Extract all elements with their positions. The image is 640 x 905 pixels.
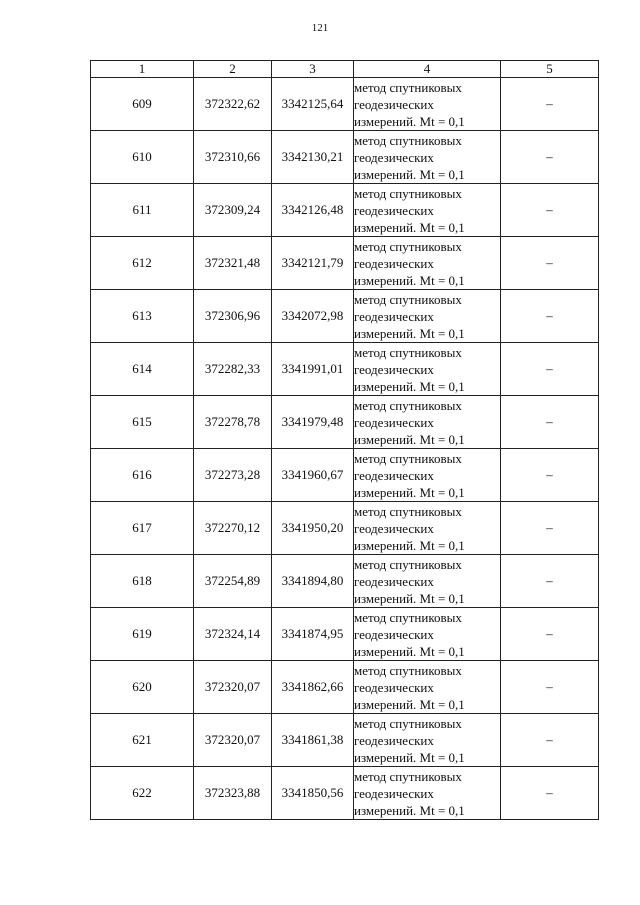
method-cell: [354, 767, 501, 820]
table-body: [91, 78, 599, 820]
y-coordinate-cell: 3342072,98: [272, 290, 354, 343]
method-line: измерений. Mt = 0,1: [354, 325, 465, 341]
x-coordinate-cell: 372278,78: [194, 396, 272, 449]
method-line: метод спутниковых: [354, 662, 462, 678]
y-coordinate-cell: 3341861,38: [272, 714, 354, 767]
point-number-cell: 613: [91, 290, 194, 343]
y-coordinate-cell: 3341850,56: [272, 767, 354, 820]
note-cell: –: [501, 555, 599, 608]
point-number-cell: 609: [91, 78, 194, 131]
x-coordinate-cell: 372323,88: [194, 767, 272, 820]
method-line: геодезических: [354, 785, 434, 801]
table-row: [91, 661, 599, 714]
y-coordinate-cell: 3341979,48: [272, 396, 354, 449]
table-row: [91, 555, 599, 608]
x-coordinate-cell: 372273,28: [194, 449, 272, 502]
method-cell: [354, 608, 501, 661]
method-line: геодезических: [354, 308, 434, 324]
point-number-cell: 621: [91, 714, 194, 767]
table-row: [91, 184, 599, 237]
table-row: [91, 767, 599, 820]
method-cell: [354, 714, 501, 767]
method-line: измерений. Mt = 0,1: [354, 590, 465, 606]
method-line: геодезических: [354, 626, 434, 642]
method-line: измерений. Mt = 0,1: [354, 166, 465, 182]
note-cell: –: [501, 343, 599, 396]
column-header: 2: [194, 61, 272, 78]
note-cell: –: [501, 502, 599, 555]
point-number-cell: 622: [91, 767, 194, 820]
method-cell: [354, 131, 501, 184]
method-line: измерений. Mt = 0,1: [354, 378, 465, 394]
table-header-row: [91, 61, 599, 78]
table-row: [91, 290, 599, 343]
method-line: измерений. Mt = 0,1: [354, 802, 465, 818]
method-line: измерений. Mt = 0,1: [354, 272, 465, 288]
point-number-cell: 618: [91, 555, 194, 608]
point-number-cell: 617: [91, 502, 194, 555]
x-coordinate-cell: 372324,14: [194, 608, 272, 661]
page-number: 121: [311, 22, 329, 34]
point-number-cell: 611: [91, 184, 194, 237]
x-coordinate-cell: 372322,62: [194, 78, 272, 131]
method-line: геодезических: [354, 361, 434, 377]
note-cell: –: [501, 449, 599, 502]
method-cell: [354, 343, 501, 396]
point-number-cell: 612: [91, 237, 194, 290]
y-coordinate-cell: 3341991,01: [272, 343, 354, 396]
y-coordinate-cell: 3342125,64: [272, 78, 354, 131]
method-line: измерений. Mt = 0,1: [354, 643, 465, 659]
point-number-cell: 619: [91, 608, 194, 661]
method-line: метод спутниковых: [354, 503, 462, 519]
note-cell: –: [501, 237, 599, 290]
table-row: [91, 343, 599, 396]
method-line: метод спутниковых: [354, 768, 462, 784]
method-cell: [354, 502, 501, 555]
x-coordinate-cell: 372254,89: [194, 555, 272, 608]
y-coordinate-cell: 3341960,67: [272, 449, 354, 502]
method-line: измерений. Mt = 0,1: [354, 431, 465, 447]
x-coordinate-cell: 372306,96: [194, 290, 272, 343]
note-cell: –: [501, 714, 599, 767]
x-coordinate-cell: 372309,24: [194, 184, 272, 237]
method-line: метод спутниковых: [354, 344, 462, 360]
method-line: геодезических: [354, 573, 434, 589]
column-header: 1: [91, 61, 194, 78]
method-line: метод спутниковых: [354, 556, 462, 572]
method-line: метод спутниковых: [354, 291, 462, 307]
y-coordinate-cell: 3342130,21: [272, 131, 354, 184]
note-cell: –: [501, 184, 599, 237]
note-cell: –: [501, 396, 599, 449]
method-cell: [354, 184, 501, 237]
y-coordinate-cell: 3341894,80: [272, 555, 354, 608]
method-line: метод спутниковых: [354, 132, 462, 148]
method-cell: [354, 661, 501, 714]
table-row: [91, 78, 599, 131]
table-row: [91, 449, 599, 502]
y-coordinate-cell: 3342126,48: [272, 184, 354, 237]
method-line: геодезических: [354, 679, 434, 695]
note-cell: –: [501, 78, 599, 131]
method-line: геодезических: [354, 732, 434, 748]
y-coordinate-cell: 3341950,20: [272, 502, 354, 555]
method-line: измерений. Mt = 0,1: [354, 749, 465, 765]
method-line: метод спутниковых: [354, 397, 462, 413]
table-row: [91, 396, 599, 449]
method-line: метод спутниковых: [354, 185, 462, 201]
point-number-cell: 620: [91, 661, 194, 714]
coordinates-table: [90, 60, 599, 820]
method-cell: [354, 290, 501, 343]
column-header: 5: [501, 61, 599, 78]
y-coordinate-cell: 3341862,66: [272, 661, 354, 714]
method-cell: [354, 555, 501, 608]
note-cell: –: [501, 661, 599, 714]
method-line: геодезических: [354, 96, 434, 112]
method-line: геодезических: [354, 414, 434, 430]
method-cell: [354, 237, 501, 290]
method-line: измерений. Mt = 0,1: [354, 537, 465, 553]
method-line: геодезических: [354, 255, 434, 271]
table-row: [91, 608, 599, 661]
note-cell: –: [501, 290, 599, 343]
method-line: метод спутниковых: [354, 609, 462, 625]
x-coordinate-cell: 372270,12: [194, 502, 272, 555]
method-line: геодезических: [354, 149, 434, 165]
note-cell: –: [501, 131, 599, 184]
table-row: [91, 131, 599, 184]
method-cell: [354, 449, 501, 502]
x-coordinate-cell: 372282,33: [194, 343, 272, 396]
method-line: измерений. Mt = 0,1: [354, 113, 465, 129]
column-header: 4: [354, 61, 501, 78]
method-line: метод спутниковых: [354, 450, 462, 466]
note-cell: –: [501, 767, 599, 820]
point-number-cell: 616: [91, 449, 194, 502]
note-cell: –: [501, 608, 599, 661]
method-cell: [354, 396, 501, 449]
x-coordinate-cell: 372320,07: [194, 661, 272, 714]
method-line: геодезических: [354, 520, 434, 536]
method-line: геодезических: [354, 202, 434, 218]
method-line: метод спутниковых: [354, 715, 462, 731]
point-number-cell: 610: [91, 131, 194, 184]
y-coordinate-cell: 3341874,95: [272, 608, 354, 661]
method-line: метод спутниковых: [354, 238, 462, 254]
x-coordinate-cell: 372321,48: [194, 237, 272, 290]
method-line: метод спутниковых: [354, 79, 462, 95]
table-row: [91, 502, 599, 555]
method-line: измерений. Mt = 0,1: [354, 696, 465, 712]
table-row: [91, 237, 599, 290]
table-row: [91, 714, 599, 767]
method-line: измерений. Mt = 0,1: [354, 219, 465, 235]
y-coordinate-cell: 3342121,79: [272, 237, 354, 290]
method-cell: [354, 78, 501, 131]
x-coordinate-cell: 372320,07: [194, 714, 272, 767]
x-coordinate-cell: 372310,66: [194, 131, 272, 184]
point-number-cell: 614: [91, 343, 194, 396]
point-number-cell: 615: [91, 396, 194, 449]
method-line: измерений. Mt = 0,1: [354, 484, 465, 500]
method-line: геодезических: [354, 467, 434, 483]
column-header: 3: [272, 61, 354, 78]
